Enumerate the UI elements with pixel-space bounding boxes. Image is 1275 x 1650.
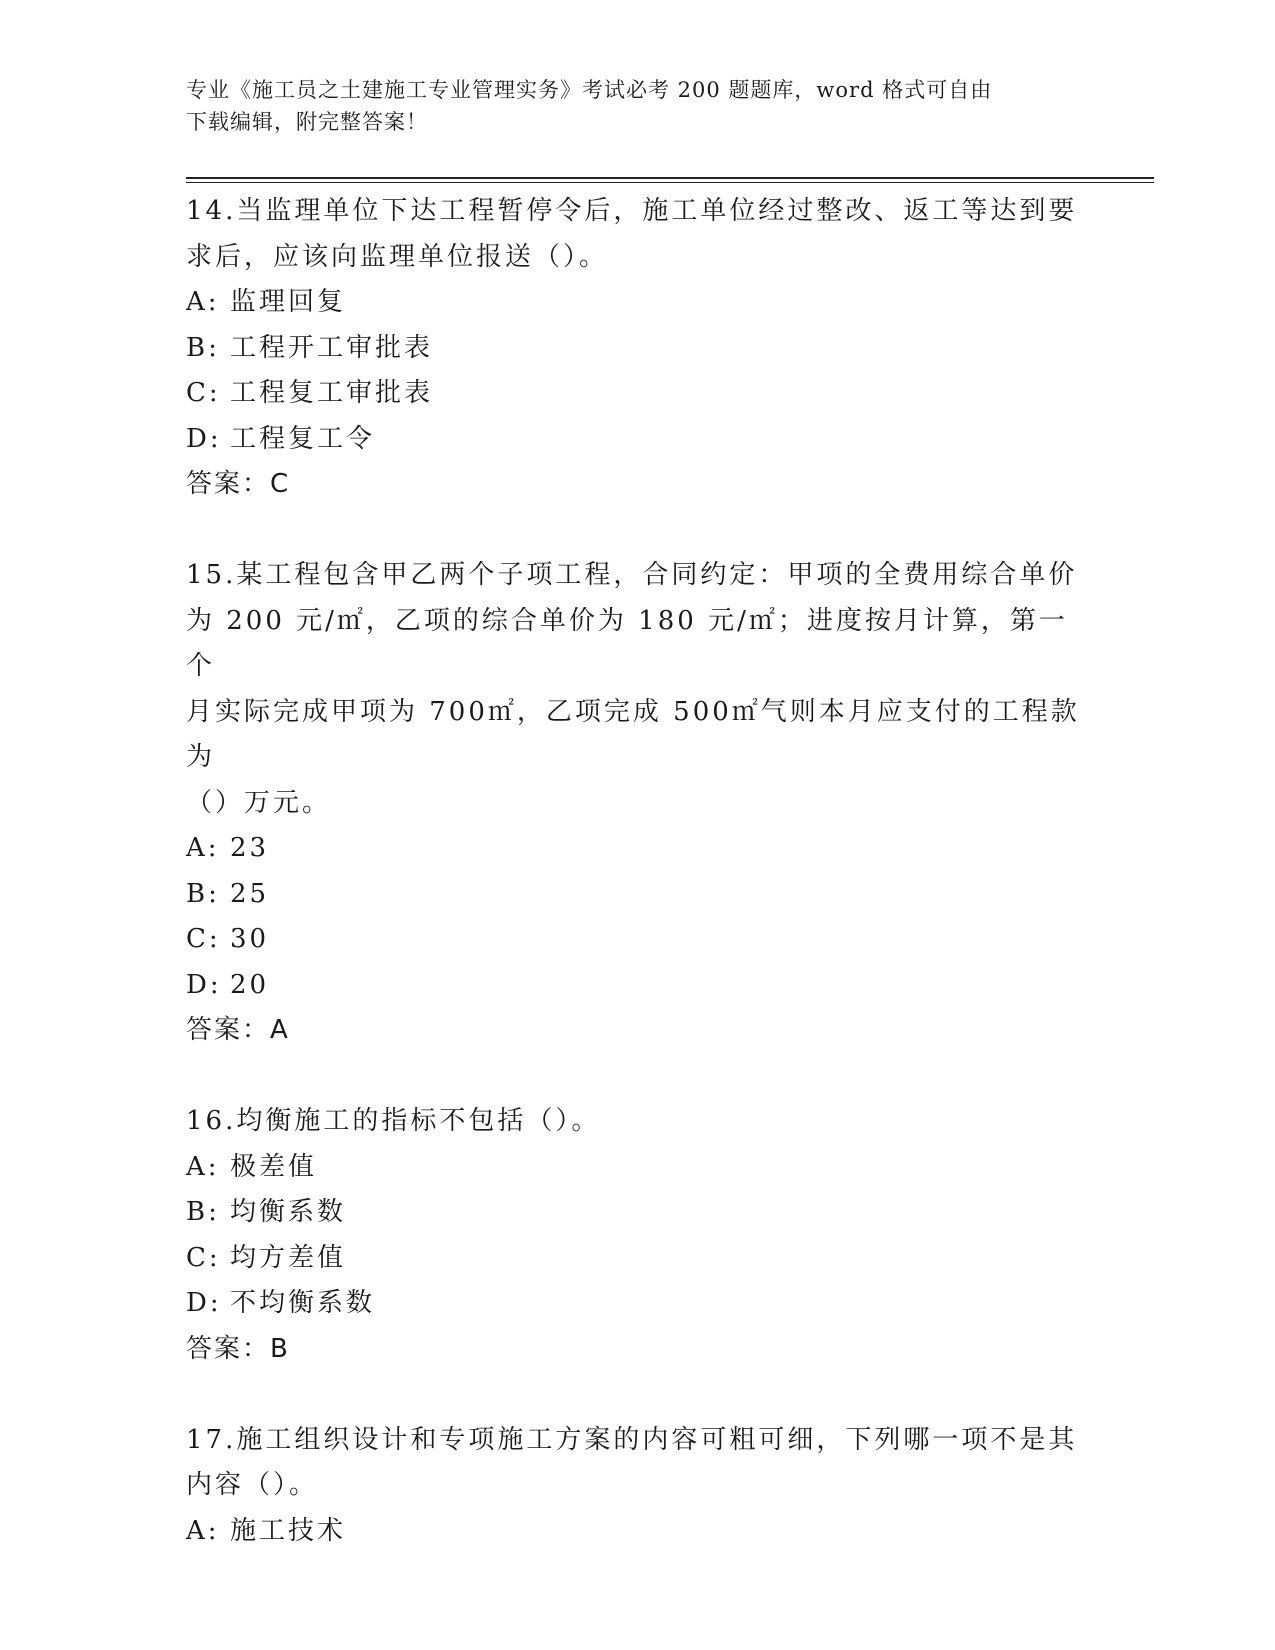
option-text: 工程复工令 bbox=[230, 423, 376, 454]
option-text: 20 bbox=[230, 969, 270, 1000]
question-14-line-1: 14.当监理单位下达工程暂停令后，施工单位经过整改、返工等达到要 bbox=[186, 196, 1078, 226]
question-16-option-b bbox=[186, 1190, 1086, 1236]
question-14 bbox=[186, 189, 1086, 508]
option-text: 工程复工审批表 bbox=[230, 378, 434, 408]
option-letter: D: bbox=[186, 423, 222, 454]
question-15 bbox=[186, 553, 1086, 1054]
header-line-2: 下载编辑，附完整答案！ bbox=[186, 110, 428, 134]
question-16-line-1: 16.均衡施工的指标不包括（）。 bbox=[186, 1106, 601, 1136]
question-15-line-1: 15.某工程包含甲乙两个子项工程，合同约定：甲项的全费用综合单价 bbox=[186, 560, 1078, 590]
spacer bbox=[186, 1054, 1086, 1100]
option-letter: B: bbox=[186, 1197, 220, 1227]
option-text: 均方差值 bbox=[230, 1242, 347, 1273]
option-text: 均衡系数 bbox=[230, 1197, 347, 1227]
option-text: 30 bbox=[230, 924, 270, 954]
option-text: 23 bbox=[230, 833, 270, 863]
option-text: 工程开工审批表 bbox=[230, 332, 434, 363]
question-15-option-c bbox=[186, 917, 1086, 963]
question-15-line-4: （）万元。 bbox=[186, 787, 332, 818]
question-16-answer: 答案：B bbox=[186, 1333, 290, 1364]
option-letter: C: bbox=[186, 1242, 221, 1273]
option-letter: B: bbox=[186, 878, 220, 909]
header-divider-thick bbox=[186, 177, 1154, 179]
question-16 bbox=[186, 1099, 1086, 1372]
question-15-answer: 答案：A bbox=[186, 1015, 290, 1045]
question-16-option-d bbox=[186, 1281, 1086, 1327]
question-14-option-d bbox=[186, 417, 1086, 463]
question-14-option-c bbox=[186, 371, 1086, 417]
question-14-option-b bbox=[186, 326, 1086, 372]
spacer bbox=[186, 1372, 1086, 1418]
question-16-option-c bbox=[186, 1236, 1086, 1282]
header-line-1: 专业《施工员之土建施工专业管理实务》考试必考 200 题题库，word 格式可自由 bbox=[186, 78, 993, 102]
question-list bbox=[186, 189, 1086, 1554]
option-text: 25 bbox=[230, 878, 270, 909]
question-14-option-a bbox=[186, 280, 1086, 326]
question-15-line-3: 月实际完成甲项为 700㎡，乙项完成 500㎡气则本月应支付的工程款为 bbox=[186, 696, 1080, 772]
question-16-option-a bbox=[186, 1145, 1086, 1191]
option-letter: C: bbox=[186, 378, 221, 408]
question-15-option-b bbox=[186, 872, 1086, 918]
option-letter: D: bbox=[186, 1288, 222, 1318]
option-letter: D: bbox=[186, 969, 222, 1000]
question-15-option-a bbox=[186, 826, 1086, 872]
option-letter: A: bbox=[186, 1515, 220, 1546]
option-letter: A: bbox=[186, 833, 220, 863]
document-header bbox=[186, 74, 1086, 138]
option-text: 施工技术 bbox=[230, 1515, 347, 1546]
option-letter: B: bbox=[186, 332, 220, 363]
option-text: 不均衡系数 bbox=[230, 1288, 376, 1318]
question-14-line-2: 求后，应该向监理单位报送（）。 bbox=[186, 241, 609, 272]
option-letter: A: bbox=[186, 1151, 220, 1182]
question-17 bbox=[186, 1418, 1086, 1555]
question-15-option-d bbox=[186, 963, 1086, 1009]
option-letter: C: bbox=[186, 924, 221, 954]
spacer bbox=[186, 508, 1086, 554]
question-15-line-2: 为 200 元/㎡，乙项的综合单价为 180 元/㎡；进度按月计算，第一个 bbox=[186, 605, 1068, 681]
question-14-answer: 答案：C bbox=[186, 469, 291, 499]
option-text: 监理回复 bbox=[230, 287, 347, 317]
question-17-line-1: 17.施工组织设计和专项施工方案的内容可粗可细，下列哪一项不是其 bbox=[186, 1424, 1078, 1455]
header-divider-thin bbox=[186, 182, 1154, 183]
question-17-line-2: 内容（）。 bbox=[186, 1470, 319, 1500]
question-17-option-a bbox=[186, 1509, 1086, 1555]
option-text: 极差值 bbox=[230, 1151, 318, 1182]
option-letter: A: bbox=[186, 287, 220, 317]
